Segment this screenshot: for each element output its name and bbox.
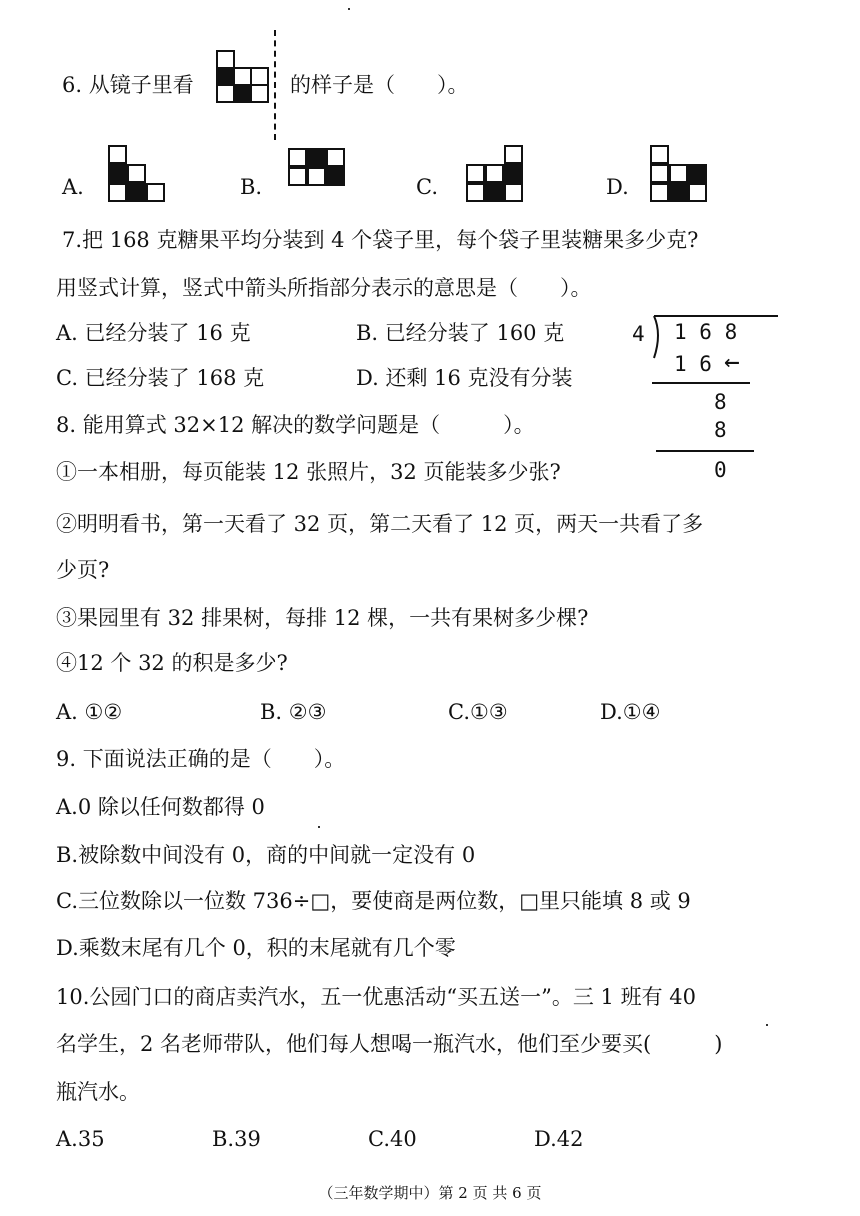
division-remainder-1: 8: [714, 390, 727, 414]
q9-option-c[interactable]: C.三位数除以一位数 736÷□，要使商是两位数，□里只能填 8 或 9: [56, 889, 691, 913]
q7-option-d[interactable]: D. 还剩 16 克没有分装: [356, 366, 573, 390]
q10-line1: 10.公园门口的商店卖汽水，五一优惠活动“买五送一”。三 1 班有 40: [56, 985, 696, 1009]
q8-item-2b: 少页?: [56, 558, 110, 582]
scan-speck: [318, 826, 320, 828]
division-rule-2: [656, 450, 754, 452]
q7-option-b[interactable]: B. 已经分装了 160 克: [356, 321, 565, 345]
q7-line1: 7.把 168 克糖果平均分装到 4 个袋子里，每个袋子里装糖果多少克?: [62, 228, 699, 252]
q6-option-a-label: A.: [62, 175, 84, 199]
division-step2: 8: [714, 418, 727, 442]
division-remainder-2: 0: [714, 458, 727, 482]
q9-option-d[interactable]: D.乘数末尾有几个 0，积的末尾就有几个零: [56, 936, 456, 960]
q10-option-b[interactable]: B.39: [212, 1127, 261, 1151]
q7-option-a[interactable]: A. 已经分装了 16 克: [56, 321, 251, 345]
q8-stem: 8. 能用算式 32×12 解决的数学问题是（ ）。: [56, 413, 535, 437]
q10-option-d[interactable]: D.42: [534, 1127, 584, 1151]
q6-option-a-figure[interactable]: [108, 145, 170, 205]
q8-item-1: ①一本相册，每页能装 12 张照片，32 页能装多少张?: [56, 460, 561, 484]
division-dividend: 1 6 8: [674, 320, 738, 344]
q10-option-c[interactable]: C.40: [368, 1127, 417, 1151]
q9-option-a[interactable]: A.0 除以任何数都得 0: [56, 795, 265, 819]
scan-speck: [348, 8, 350, 10]
q7-line2: 用竖式计算，竖式中箭头所指部分表示的意思是（ ）。: [56, 276, 592, 300]
q8-option-a[interactable]: A. ①②: [56, 700, 123, 724]
q7-option-c[interactable]: C. 已经分装了 168 克: [56, 366, 265, 390]
q6-option-b-label: B.: [240, 175, 263, 199]
q8-option-c[interactable]: C.①③: [448, 700, 508, 724]
q6-option-b-figure[interactable]: [288, 148, 350, 190]
scan-speck: [766, 1024, 768, 1026]
q6-suffix: 的样子是（ ）。: [290, 73, 469, 97]
q8-item-2a: ②明明看书，第一天看了 32 页，第二天看了 12 页，两天一共看了多: [56, 512, 704, 536]
q8-item-4: ④12 个 32 的积是多少?: [56, 651, 288, 675]
q8-item-3: ③果园里有 32 排果树，每排 12 棵，一共有果树多少棵?: [56, 606, 589, 630]
q9-option-b[interactable]: B.被除数中间没有 0，商的中间就一定没有 0: [56, 843, 476, 867]
division-step1: 1 6: [674, 352, 712, 376]
q6-option-c-figure[interactable]: [466, 145, 528, 205]
page-footer: （三年数学期中）第 2 页 共 6 页: [318, 1184, 542, 1202]
q10-line2: 名学生，2 名老师带队，他们每人想喝一瓶汽水，他们至少要买( ): [56, 1032, 723, 1056]
q8-option-b[interactable]: B. ②③: [260, 700, 327, 724]
q6-option-d-figure[interactable]: [650, 145, 712, 205]
q6-option-c-label: C.: [416, 175, 438, 199]
q6-original-figure: [216, 50, 276, 108]
q9-stem: 9. 下面说法正确的是（ ）。: [56, 747, 346, 771]
q6-prefix: 6. 从镜子里看: [62, 73, 194, 97]
q6-option-d-label: D.: [606, 175, 629, 199]
division-arrow: ←: [724, 347, 740, 377]
division-divisor: 4: [632, 322, 645, 346]
q10-line3: 瓶汽水。: [56, 1080, 140, 1104]
q8-option-d[interactable]: D.①④: [600, 700, 661, 724]
q10-option-a[interactable]: A.35: [56, 1127, 105, 1151]
mirror-line: [274, 30, 276, 140]
division-rule-1: [652, 382, 750, 384]
